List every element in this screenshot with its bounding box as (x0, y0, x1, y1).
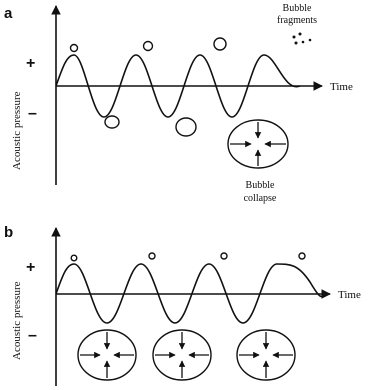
panel-a-fragments-label-line2: fragments (277, 15, 317, 26)
panel-b-bubble-1 (71, 255, 77, 261)
panel-b-x-axis-label: Time (338, 289, 361, 301)
panel-a-collapse-label-line2: collapse (243, 193, 277, 204)
panel-b-plus-sign: + (26, 259, 36, 276)
panel-a-bubble-1 (71, 45, 78, 52)
panel-b-y-axis-label: Acoustic pressure (11, 281, 23, 360)
panel-a-y-axis-label: Acoustic pressure (11, 91, 23, 170)
panel-b-bubble-3 (221, 253, 227, 259)
panel-b-letter: b (4, 224, 14, 241)
panel-a-collapse-diagram (228, 120, 288, 168)
panel-b (4, 224, 361, 386)
panel-a-plus-sign: + (26, 55, 36, 72)
panel-b-collapse-diagram-1 (78, 330, 136, 380)
panel-a-collapse-label-line1: Bubble (245, 180, 275, 191)
panel-a-bubble-3 (214, 38, 226, 50)
panel-a-bubble-5 (176, 118, 196, 136)
panel-a-fragments-label-line1: Bubble (282, 3, 312, 14)
panel-a-letter: a (4, 5, 13, 22)
panel-a (4, 3, 353, 204)
panel-a-x-axis-label: Time (330, 81, 353, 93)
panel-b-collapse-diagram-2 (153, 330, 211, 380)
panel-b-bubble-4 (299, 253, 305, 259)
panel-b-collapse-diagram-3 (237, 330, 295, 380)
panel-a-bubble-4 (105, 116, 119, 128)
panel-b-minus-sign: – (28, 327, 37, 344)
panel-b-bubble-2 (149, 253, 155, 259)
panel-a-bubble-fragments (293, 33, 312, 45)
panel-a-minus-sign: – (28, 105, 37, 122)
panel-a-bubble-2 (144, 42, 153, 51)
